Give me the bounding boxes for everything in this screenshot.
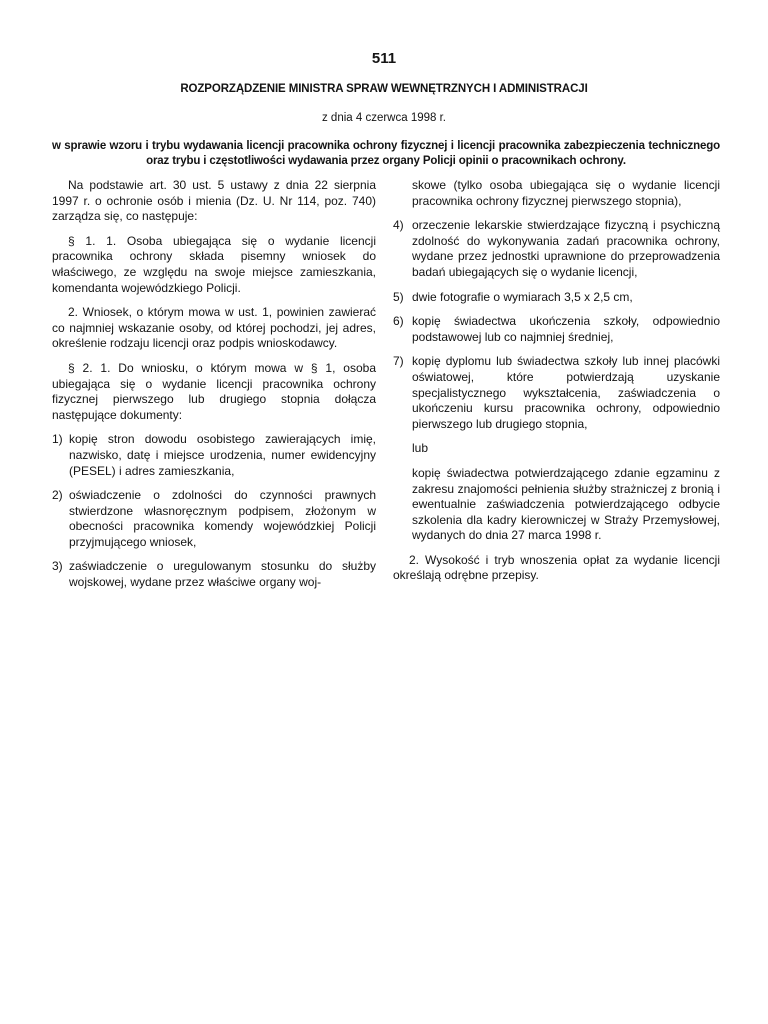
list-item-number: 4) <box>393 218 404 233</box>
intro-paragraph: Na podstawie art. 30 ust. 5 ustawy z dnia 22 sierpnia 1997 r. o ochronie osób i mienia (Dz. U. Nr 114, poz. 740) zarządza się, co następuje: <box>52 178 376 224</box>
list-item-text: kopię świadectwa ukończenia szkoły, odpowiednio podstawowej lub co najmniej średniej, <box>412 314 720 344</box>
paragraph-1-2: 2. Wniosek, o którym mowa w ust. 1, powinien zawierać co najmniej wskazanie osoby, od której pochodzi, jej adres, określenie rodzaju licencji oraz podpis wnioskodawcy. <box>52 305 376 351</box>
document-date: z dnia 4 czerwca 1998 r. <box>321 112 446 124</box>
document-subject: w sprawie wzoru i trybu wydawania licencji pracownika ochrony fizycznej i licencji pracownika zabezpieczenia technicznego oraz trybu i częstotliwości wydawania przez organy Policji opinii o pracownikach ochrony. <box>52 140 720 167</box>
page-number: 511 <box>371 50 397 67</box>
paragraph-2-2: 2. Wysokość i tryb wnoszenia opłat za wydanie licencji określają odrębne przepisy. <box>393 552 720 583</box>
alternative-document-text: kopię świadectwa potwierdzającego zdanie egzaminu z zakresu znajomości pełnienia służby strażniczej z bronią i ewentualnie zaświadczenia potwierdzającego odbycie szkolenia dla kadry kierowniczej w Straży Przemysłowej, wydanych do dnia 27 marca 1998 r. <box>412 465 720 543</box>
paragraph-1-1: § 1. 1. Osoba ubiegająca się o wydanie licencji pracownika ochrony składa pisemny wniosek do właściwego, ze względu na swoje miejsce zamieszkania, komendanta wojewódzkiego Policji. <box>52 233 376 295</box>
list-item <box>393 218 720 280</box>
list-item-text: oświadczenie o zdolności do czynności prawnych stwierdzone własnoręcznym podpisem, złożonym w obecności pracownika komendy wojewódzkiej Policji przyjmującego wniosek, <box>69 488 376 549</box>
list-item-text: kopię stron dowodu osobistego zawierających imię, nazwisko, datę i miejsce urodzenia, numer ewidencyjny (PESEL) i adres zamieszkania, <box>69 432 376 478</box>
list-item-text: orzeczenie lekarskie stwierdzające fizyczną i psychiczną zdolność do wykonywania zadań pracownika ochrony, wydane przez jednostki uprawnione do przeprowadzenia badań ubiegających się o wydanie licencji, <box>412 218 720 279</box>
list-item-text: dwie fotografie o wymiarach 3,5 x 2,5 cm, <box>412 289 633 304</box>
list-item-continuation: skowe (tylko osoba ubiegająca się o wydanie licencji pracownika ochrony fizycznej pierwszego stopnia), <box>412 178 720 208</box>
document-title: ROZPORZĄDZENIE MINISTRA SPRAW WEWNĘTRZNYCH I ADMINISTRACJI <box>180 83 588 95</box>
paragraph-2-1: § 2. 1. Do wniosku, o którym mowa w § 1, osoba ubiegająca się o wydanie licencji pracownika ochrony fizycznej pierwszego lub drugiego stopnia dołącza następujące dokumenty: <box>52 360 376 422</box>
list-item-number: 1) <box>52 432 63 447</box>
list-item-number: 7) <box>393 354 404 369</box>
list-item <box>393 354 720 432</box>
list-item-number: 2) <box>52 488 63 503</box>
list-item-text: zaświadczenie o uregulowanym stosunku do służby wojskowej, wydane przez właściwe organy woj- <box>69 559 376 590</box>
left-column <box>52 178 376 591</box>
list-item <box>52 559 376 590</box>
list-item <box>393 314 720 345</box>
list-item <box>52 432 376 479</box>
list-item-number: 3) <box>52 559 63 574</box>
list-item-text: kopię dyplomu lub świadectwa szkoły lub innej placówki oświatowej, które potwierdzają uzyskanie specjalistycznego wykształcenia, zaświadczenia o ukończeniu kursu pracownika ochrony, odpowiednio pierwszego lub drugiego stopnia, <box>412 354 720 431</box>
list-item <box>52 488 376 550</box>
right-column <box>393 178 720 584</box>
list-item-number: 6) <box>393 314 404 329</box>
list-item <box>393 290 720 306</box>
list-item-number: 5) <box>393 289 404 304</box>
connector-lub: lub <box>412 441 429 456</box>
